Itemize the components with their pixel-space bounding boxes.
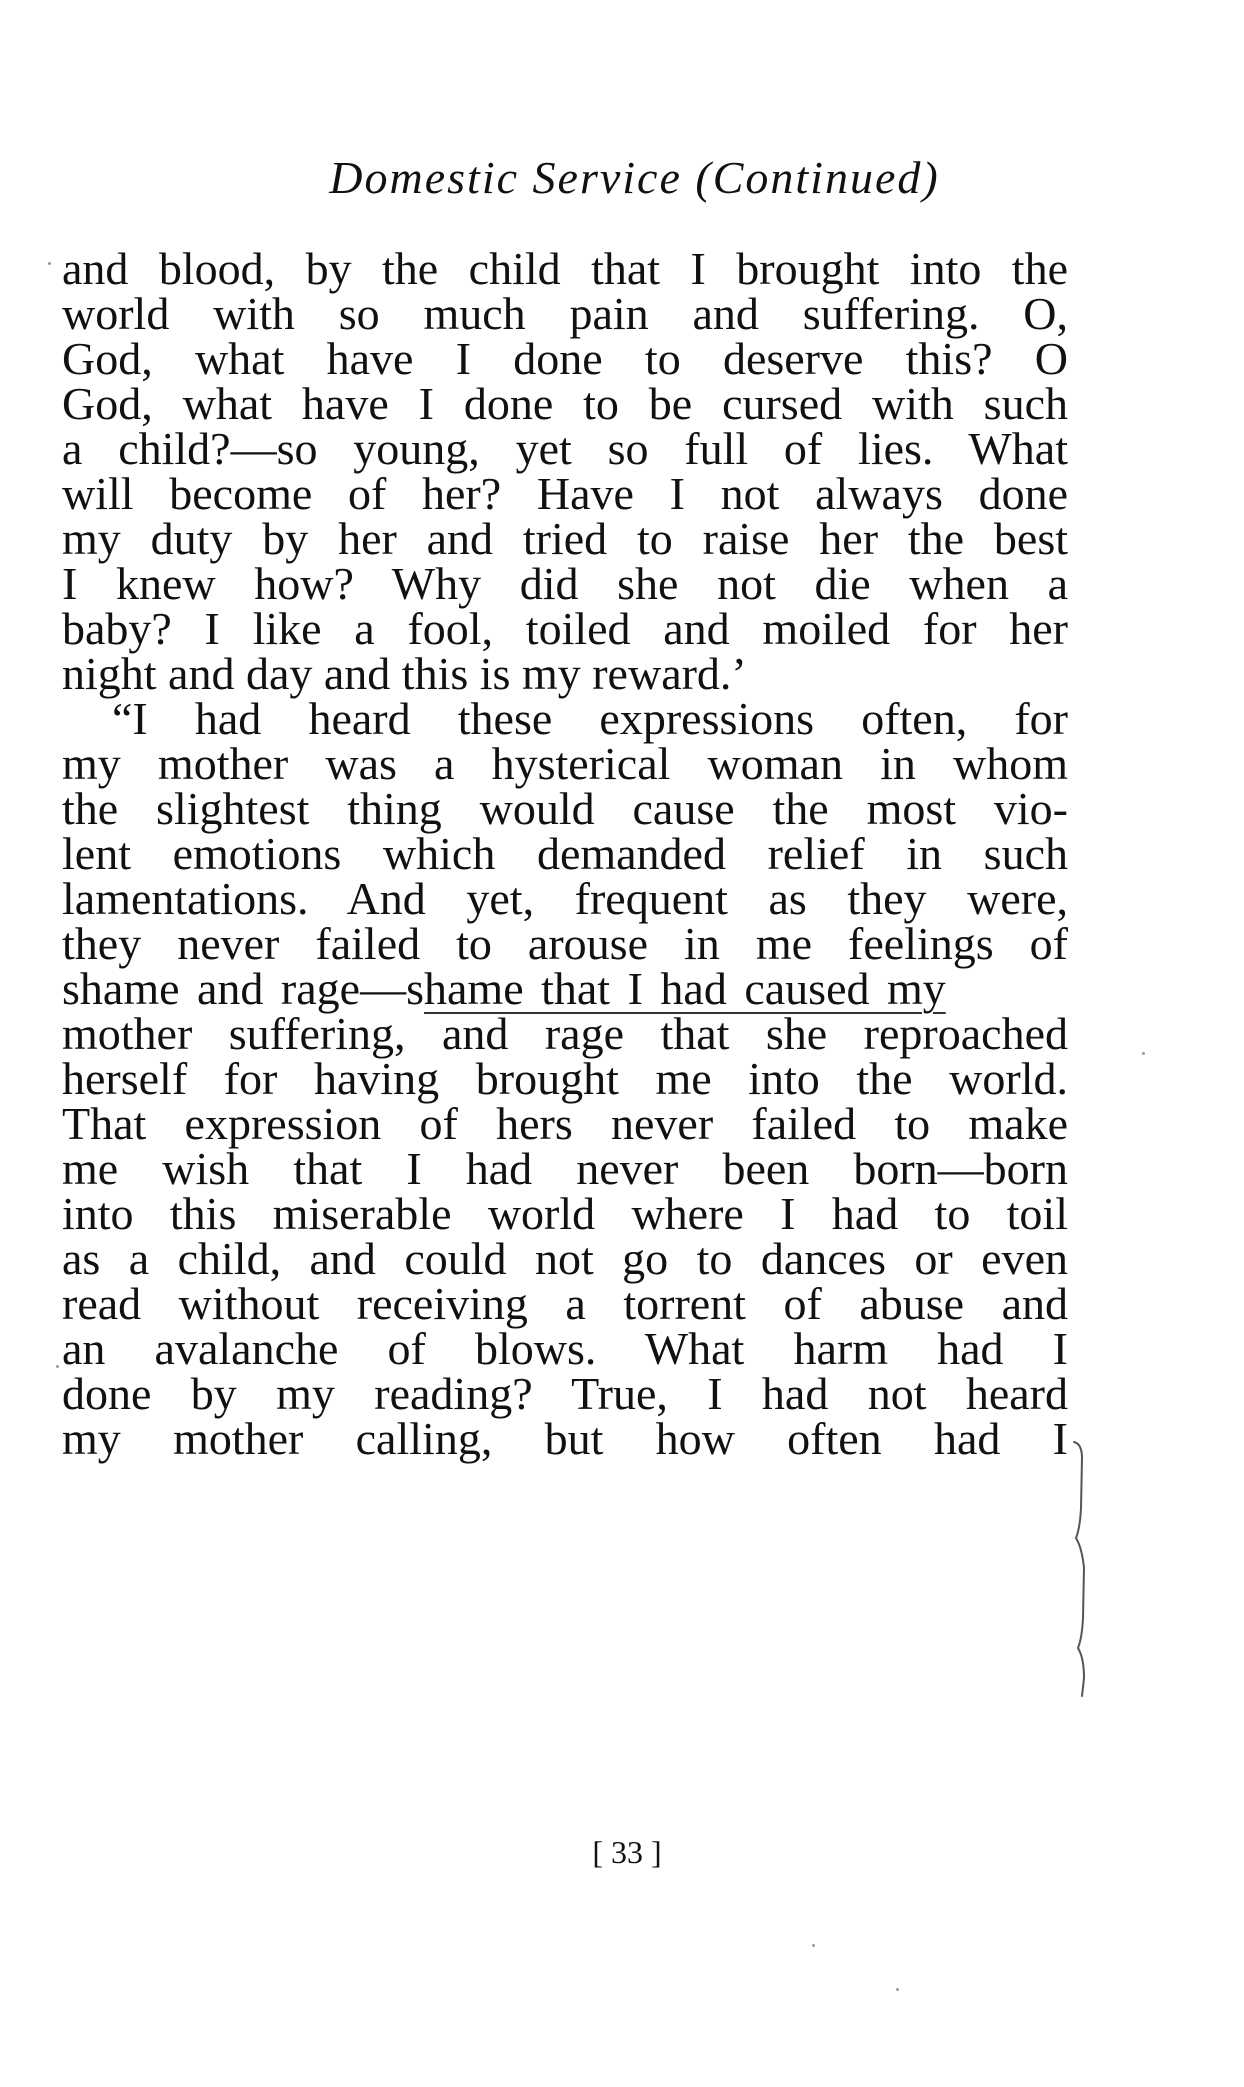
paper-speck — [1142, 1052, 1145, 1055]
paper-speck — [48, 262, 51, 265]
text-line: as a child, and could not go to dances or even — [62, 1233, 1068, 1284]
text-line: mother suffering, and rage that she reproached — [62, 1008, 1068, 1059]
text-line: and blood, by the child that I brought into the — [62, 243, 1068, 294]
text-line: That expression of hers never failed to make — [62, 1098, 1068, 1149]
text-line: my duty by her and tried to raise her the best — [62, 513, 1068, 564]
page-number: [ 33 ] — [592, 1834, 662, 1870]
paragraph-start-line: “I had heard these expressions often, for — [112, 693, 1068, 744]
paper-speck — [896, 1988, 899, 1991]
text-line: a child?—so young, yet so full of lies. What — [62, 423, 1068, 474]
paragraph-end-line: night and day and this is my reward.’ — [62, 648, 747, 699]
text-line: world with so much pain and suffering. O, — [62, 288, 1068, 339]
running-head: Domestic Service (Continued) — [329, 152, 940, 203]
text-line: done by my reading? True, I had not heard — [62, 1368, 1068, 1419]
text-line: God, what have I done to deserve this? O — [62, 333, 1068, 384]
paper-speck — [812, 1944, 815, 1947]
pencil-underline: hame that I had caused my — [424, 963, 946, 1014]
text-line: the slightest thing would cause the most vio- — [62, 783, 1068, 834]
text-line: lent emotions which demanded relief in such — [62, 828, 1068, 879]
text-line: my mother was a hysterical woman in whom — [62, 738, 1068, 789]
text-line: I knew how? Why did she not die when a — [62, 558, 1068, 609]
text-line: baby? I like a fool, toiled and moiled for her — [62, 603, 1068, 654]
text-line: will become of her? Have I not always done — [62, 468, 1068, 519]
pencil-margin-bracket — [1072, 1438, 1096, 1700]
paper-speck — [56, 1365, 59, 1368]
text-line: read without receiving a torrent of abuse and — [62, 1278, 1068, 1329]
text-segment: shame and rage—s — [62, 963, 424, 1014]
text-line: me wish that I had never been born—born — [62, 1143, 1068, 1194]
text-line: herself for having brought me into the world. — [62, 1053, 1068, 1104]
text-line: God, what have I done to be cursed with such — [62, 378, 1068, 429]
text-line: into this miserable world where I had to toil — [62, 1188, 1068, 1239]
text-line: my mother calling, but how often had I — [62, 1413, 1068, 1464]
text-line: lamentations. And yet, frequent as they were, — [62, 873, 1068, 924]
text-line: they never failed to arouse in me feelings of — [62, 918, 1068, 969]
text-line: an avalanche of blows. What harm had I — [62, 1323, 1068, 1374]
